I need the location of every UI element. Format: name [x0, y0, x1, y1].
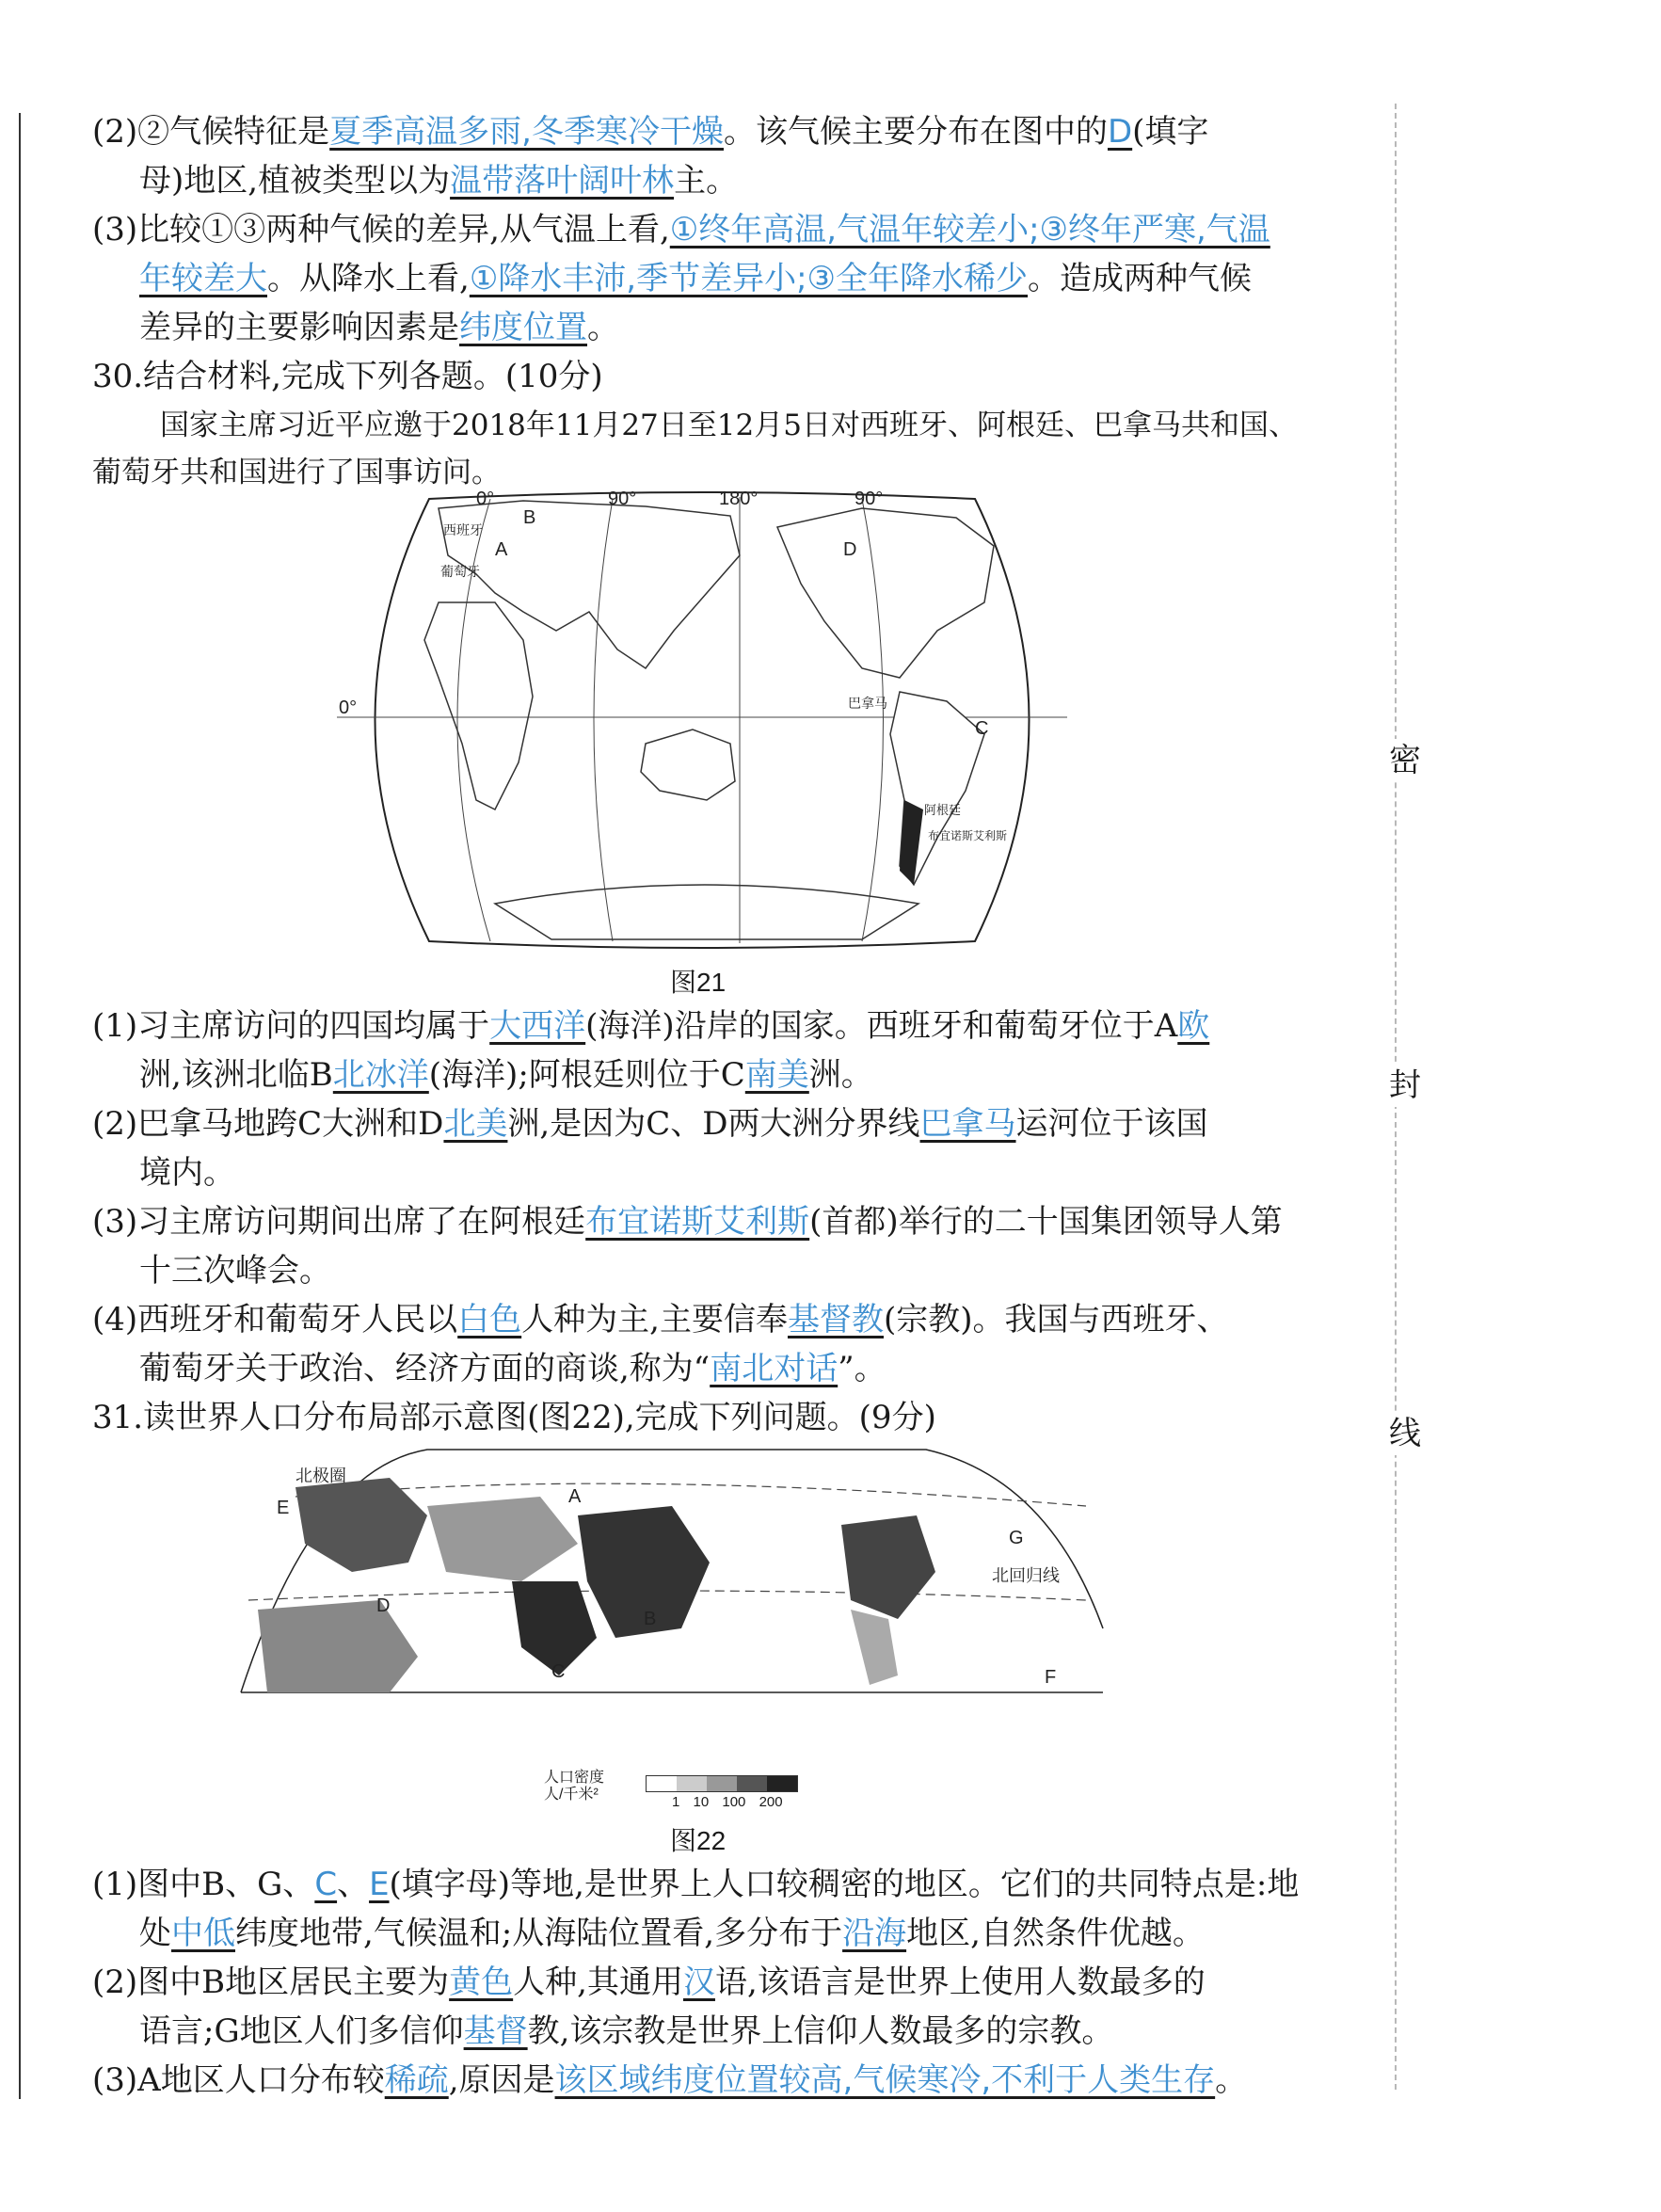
answer-blank: ①终年高温,气温年较差小;③终年严寒,气温 — [669, 211, 1270, 248]
figure-22-caption: 图22 — [670, 1826, 727, 1855]
q31-p3-line1: (3)A地区人口分布较稀疏,原因是该区域纬度位置较高,气候寒冷,不利于人类生存。 — [92, 2061, 1248, 2099]
q31-title: 31.读世界人口分布局部示意图(图22),完成下列问题。(9分) — [92, 1399, 936, 1436]
answer-blank: D — [1107, 113, 1133, 151]
pop-label-e: E — [277, 1498, 290, 1518]
answer-blank: 稀疏 — [384, 2061, 449, 2099]
population-map-figure-22 — [239, 1440, 1105, 1751]
legend-swatch-2 — [677, 1776, 707, 1791]
legend-title-1: 人口密度 — [544, 1770, 605, 1786]
legend-title-2: 人/千米² — [544, 1787, 599, 1803]
answer-blank: 白色 — [457, 1301, 522, 1338]
pop-label-a: A — [568, 1486, 582, 1507]
pop-label-b: B — [644, 1609, 657, 1629]
lon-label-0: 0° — [476, 489, 495, 509]
lon-label-90e: 90° — [608, 489, 637, 509]
legend-swatches — [646, 1775, 798, 1792]
point-label-a: A — [495, 539, 508, 560]
legend-swatch-1 — [647, 1776, 677, 1791]
answer-blank: C — [314, 1866, 338, 1903]
answer-blank: 纬度位置 — [459, 309, 587, 346]
legend-ticks: 1 10 100 200 — [672, 1794, 783, 1810]
q30-p4-line1: (4)西班牙和葡萄牙人民以白色人种为主,主要信奉基督教(宗教)。我国与西班牙、 — [92, 1301, 1229, 1338]
legend-swatch-5 — [767, 1776, 797, 1791]
equator-label: 0° — [339, 697, 358, 718]
answer-blank: 该区域纬度位置较高,气候寒冷,不利于人类生存 — [554, 2061, 1216, 2099]
q30-title: 30.结合材料,完成下列各题。(10分) — [92, 358, 603, 395]
q29-p3-line1: (3)比较①③两种气候的差异,从气温上看,①终年高温,气温年较差小;③终年严寒,气温 — [92, 211, 1270, 248]
answer-blank: 夏季高温多雨,冬季寒冷干燥 — [329, 113, 724, 151]
answer-blank: 中低 — [171, 1915, 235, 1952]
q30-p3-line2: 十三次峰会。 — [139, 1252, 331, 1290]
answer-blank: 欧 — [1177, 1007, 1210, 1045]
point-label-c: C — [975, 718, 989, 739]
answer-blank: 大西洋 — [489, 1007, 586, 1045]
density-africa — [258, 1600, 418, 1692]
answer-blank: 南美 — [744, 1056, 809, 1094]
left-margin-rule — [19, 113, 21, 2099]
q29-p2-line1: (2)②气候特征是夏季高温多雨,冬季寒冷干燥。该气候主要分布在图中的D(填字 — [92, 113, 1209, 151]
seal-char-mi: 密 — [1389, 739, 1421, 782]
density-central-america — [851, 1610, 898, 1685]
lon-label-90w: 90° — [854, 489, 884, 509]
answer-blank: 温带落叶阔叶林 — [450, 162, 675, 200]
q31-p1-line2: 处中低纬度地带,气候温和;从海陆位置看,多分布于沿海地区,自然条件优越。 — [139, 1915, 1205, 1952]
answer-blank: 北冰洋 — [332, 1056, 429, 1094]
answer-blank: ①降水丰沛,季节差异小;③全年降水稀少 — [469, 260, 1029, 297]
lon-label-180: 180° — [719, 489, 759, 509]
q30-p2-line1: (2)巴拿马地跨C大洲和D北美洲,是因为C、D两大洲分界线巴拿马运河位于该国 — [92, 1105, 1208, 1143]
label-portugal: 葡萄牙 — [440, 564, 480, 579]
q30-p2-line2: 境内。 — [139, 1154, 235, 1192]
label-argentina: 阿根廷 — [924, 803, 962, 817]
q31-p2-line1: (2)图中B地区居民主要为黄色人种,其通用汉语,该语言是世界上使用人数最多的 — [92, 1964, 1206, 2001]
pop-label-c: C — [551, 1661, 566, 1682]
answer-blank: 基督教 — [787, 1301, 884, 1338]
q30-p3-line1: (3)习主席访问期间出席了在阿根廷布宜诺斯艾利斯(首都)举行的二十国集团领导人第 — [92, 1203, 1283, 1241]
legend-swatch-4 — [737, 1776, 767, 1791]
tropic-label: 北回归线 — [992, 1566, 1060, 1585]
density-north-america — [841, 1515, 935, 1619]
answer-blank: E — [369, 1866, 390, 1903]
answer-blank: 年较差大 — [139, 260, 267, 297]
q31-p2-line2: 语言;G地区人们多信仰基督教,该宗教是世界上信仰人数最多的宗教。 — [139, 2012, 1114, 2050]
q30-p1-line1: (1)习主席访问的四国均属于大西洋(海洋)沿岸的国家。西班牙和葡萄牙位于A欧 — [92, 1007, 1210, 1045]
answer-blank: 布宜诺斯艾利斯 — [585, 1203, 810, 1241]
answer-blank: 基督 — [463, 2012, 528, 2050]
pop-label-g: G — [1009, 1528, 1024, 1548]
label-spain: 西班牙 — [443, 522, 483, 537]
arctic-circle-label: 北极圈 — [295, 1467, 346, 1485]
answer-blank: 巴拿马 — [919, 1105, 1016, 1143]
pop-label-d: D — [376, 1595, 391, 1616]
density-middle — [427, 1497, 578, 1581]
point-label-d: D — [843, 539, 857, 560]
label-buenos-aires: 布宜诺斯艾利斯 — [928, 829, 1008, 842]
label-panama: 巴拿马 — [848, 696, 887, 711]
density-europe — [295, 1478, 427, 1572]
q31-p1-line1: (1)图中B、G、C、E(填字母)等地,是世界上人口较稠密的地区。它们的共同特点是:地 — [92, 1866, 1300, 1903]
point-label-b: B — [523, 507, 536, 528]
q30-material-2: 葡萄牙共和国进行了国事访问。 — [92, 456, 501, 489]
q30-material-1: 国家主席习近平应邀于2018年11月27日至12月5日对西班牙、阿根廷、巴拿马共和国、 — [160, 409, 1298, 442]
answer-blank: 北美 — [443, 1105, 508, 1143]
q29-p3-line2: 年较差大。从降水上看,①降水丰沛,季节差异小;③全年降水稀少。造成两种气候 — [139, 260, 1253, 297]
answer-blank: 南北对话 — [710, 1350, 838, 1387]
seal-char-feng: 封 — [1389, 1064, 1421, 1107]
q30-p4-line2: 葡萄牙关于政治、经济方面的商谈,称为“南北对话”。 — [139, 1350, 886, 1387]
pop-label-f: F — [1045, 1667, 1057, 1688]
q30-p1-line2: 洲,该洲北临B北冰洋(海洋);阿根廷则位于C南美洲。 — [139, 1056, 873, 1094]
q29-p2-line2: 母)地区,植被类型以为温带落叶阔叶林主。 — [139, 162, 739, 200]
world-map-figure-21 — [335, 489, 1069, 951]
legend-swatch-3 — [707, 1776, 737, 1791]
q29-p3-line3: 差异的主要影响因素是纬度位置。 — [139, 309, 619, 346]
population-legend — [544, 1770, 783, 1810]
seal-char-xian: 线 — [1389, 1412, 1421, 1455]
figure-21-caption: 图21 — [670, 968, 727, 997]
answer-blank: 沿海 — [842, 1915, 907, 1952]
answer-blank: 黄色 — [449, 1964, 514, 2001]
answer-blank: 汉 — [682, 1964, 715, 2001]
